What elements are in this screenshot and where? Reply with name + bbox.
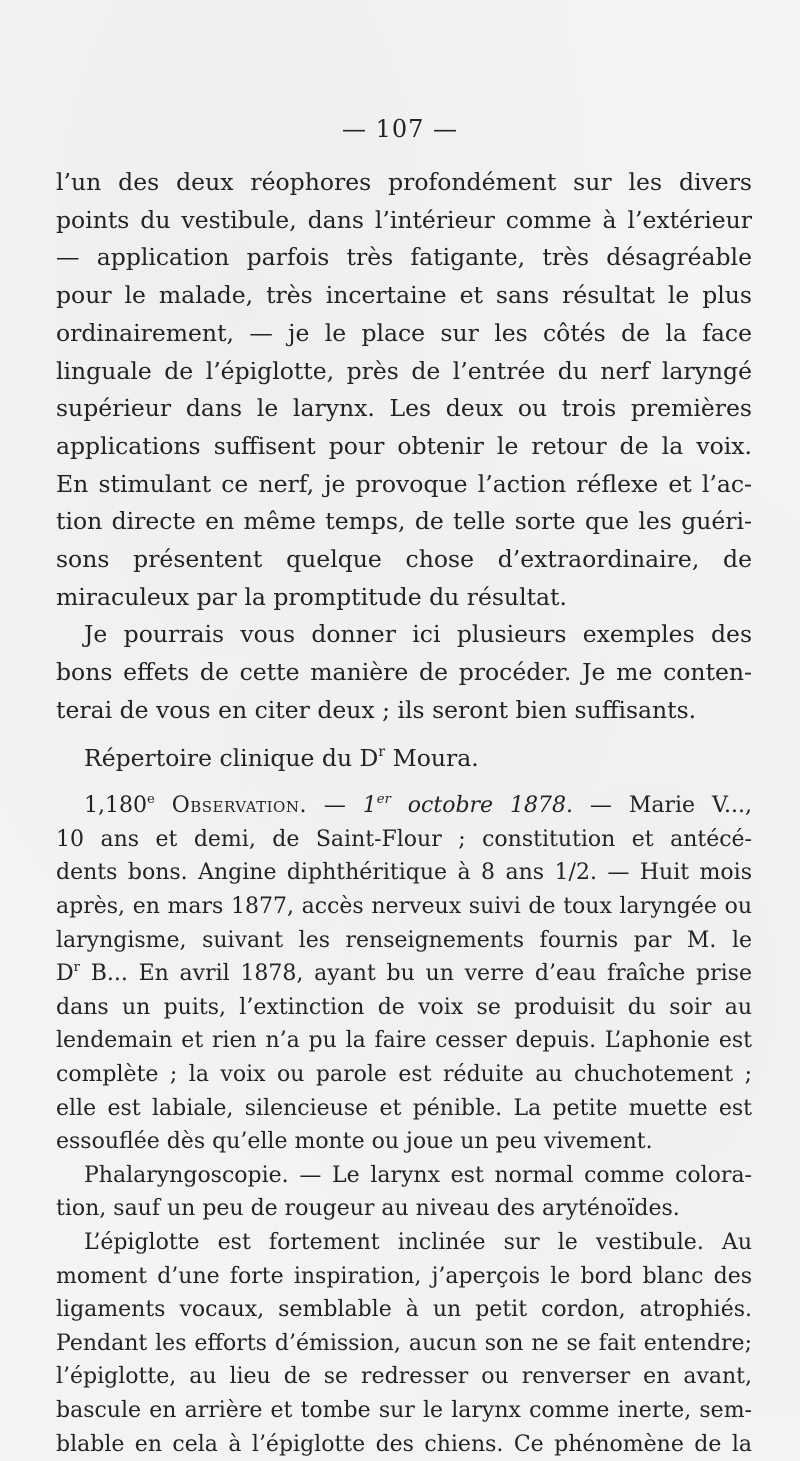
- observation-number-sup: e: [146, 792, 155, 808]
- text-line: Phalaryngoscopie. — Le larynx est normal comme colora-: [84, 1162, 752, 1188]
- text-line: points du vestibule, dans l’intérieur comme à l’extérieur: [56, 205, 752, 234]
- text-line: supérieur dans le larynx. Les deux ou trois premières: [56, 394, 752, 423]
- text-line: miraculeux par la promptitude du résultat.: [56, 582, 567, 611]
- page-body: [56, 164, 752, 1461]
- text-line: 10 ans et demi, de Saint-Flour ; constitution et antécé-: [56, 826, 752, 852]
- observation-day: 1: [362, 793, 377, 819]
- repertoire-prefix: Répertoire clinique du D: [84, 743, 379, 772]
- text-line: sons présentent quelque chose d’extraordinaire, de: [56, 545, 752, 574]
- text-line: tion, sauf un peu de rougeur au niveau des aryténoïdes.: [56, 1196, 680, 1222]
- observation-patient: — Marie V...,: [572, 793, 752, 819]
- observation-dash: —: [306, 793, 363, 819]
- repertoire-sup: r: [378, 743, 386, 760]
- text-line-doctor: [56, 957, 752, 991]
- text-line: linguale de l’épiglotte, près de l’entrée du nerf laryngé: [56, 356, 752, 385]
- paragraph-reophores: [56, 164, 752, 777]
- text-line: après, en mars 1877, accès nerveux suivi de toux laryngée ou: [56, 894, 752, 920]
- repertoire-heading: [56, 740, 752, 778]
- text-line: ligaments vocaux, semblable à un petit cordon, atrophiés.: [56, 1297, 752, 1323]
- text-line: Pendant les efforts d’émission, aucun son ne se fait entendre;: [56, 1330, 752, 1356]
- observation-day-sup: er: [376, 792, 391, 808]
- doctor-sup: r: [73, 959, 80, 975]
- observation-label: Observation.: [171, 793, 307, 819]
- text-line: complète ; la voix ou parole est réduite au chuchotement ;: [56, 1062, 752, 1087]
- text-line: dents bons. Angine diphthéritique à 8 ans 1/2. — Huit mois: [56, 860, 752, 886]
- text-line: laryngisme, suivant les renseignements fournis par M. le: [56, 927, 752, 953]
- page-number: — 107 —: [341, 115, 459, 143]
- text-line: — application parfois très fatigante, très désagréable: [56, 243, 752, 272]
- observation-block: [56, 789, 752, 1461]
- text-line: applications suffisent pour obtenir le retour de la voix.: [56, 431, 752, 460]
- text-line: elle est labiale, silencieuse et pénible. La petite muette est: [56, 1095, 752, 1121]
- text-line: L’épiglotte est fortement inclinée sur le vestibule. Au: [84, 1229, 752, 1255]
- text-line: En stimulant ce nerf, je provoque l’action réflexe et l’ac-: [56, 469, 752, 498]
- doctor-line-rest: B... En avril 1878, ayant bu un verre d’eau fraîche prise: [79, 961, 752, 987]
- text-line: terai de vous en citer deux ; ils seront bien suffisants.: [56, 695, 697, 724]
- text-line: blable en cela à l’épiglotte des chiens. Ce phénomène de la: [56, 1431, 752, 1457]
- observation-heading-line: [56, 789, 752, 823]
- text-line: tion directe en même temps, de telle sorte que les guéri-: [56, 507, 752, 536]
- text-line: essouflée dès qu’elle monte ou joue un peu vivement.: [56, 1129, 653, 1155]
- observation-number: 1,180: [84, 793, 147, 819]
- text-line: l’épiglotte, au lieu de se redresser ou renverser en avant,: [56, 1364, 752, 1390]
- observation-date: [363, 793, 573, 818]
- text-line: l’un des deux réophores profondément sur les divers: [56, 168, 752, 196]
- doctor-prefix: D: [56, 961, 74, 987]
- observation-date-rest: octobre 1878.: [390, 793, 573, 819]
- text-line: Je pourrais vous donner ici plusieurs exemples des: [84, 620, 752, 649]
- repertoire-name: Moura.: [385, 743, 479, 772]
- text-line: pour le malade, très incertaine et sans résultat le plus: [56, 281, 752, 310]
- text-line: bons effets de cette manière de procéder. Je me conten-: [56, 658, 752, 687]
- text-line: ordinairement, — je le place sur les côtés de la face: [56, 318, 752, 347]
- text-line: bascule en arrière et tombe sur le larynx comme inerte, sem-: [56, 1397, 752, 1423]
- text-line: moment d’une forte inspiration, j’aperçois le bord blanc des: [56, 1263, 752, 1289]
- text-line: dans un puits, l’extinction de voix se produisit du soir au: [56, 994, 752, 1020]
- text-line: lendemain et rien n’a pu la faire cesser depuis. L’aphonie est: [56, 1028, 752, 1054]
